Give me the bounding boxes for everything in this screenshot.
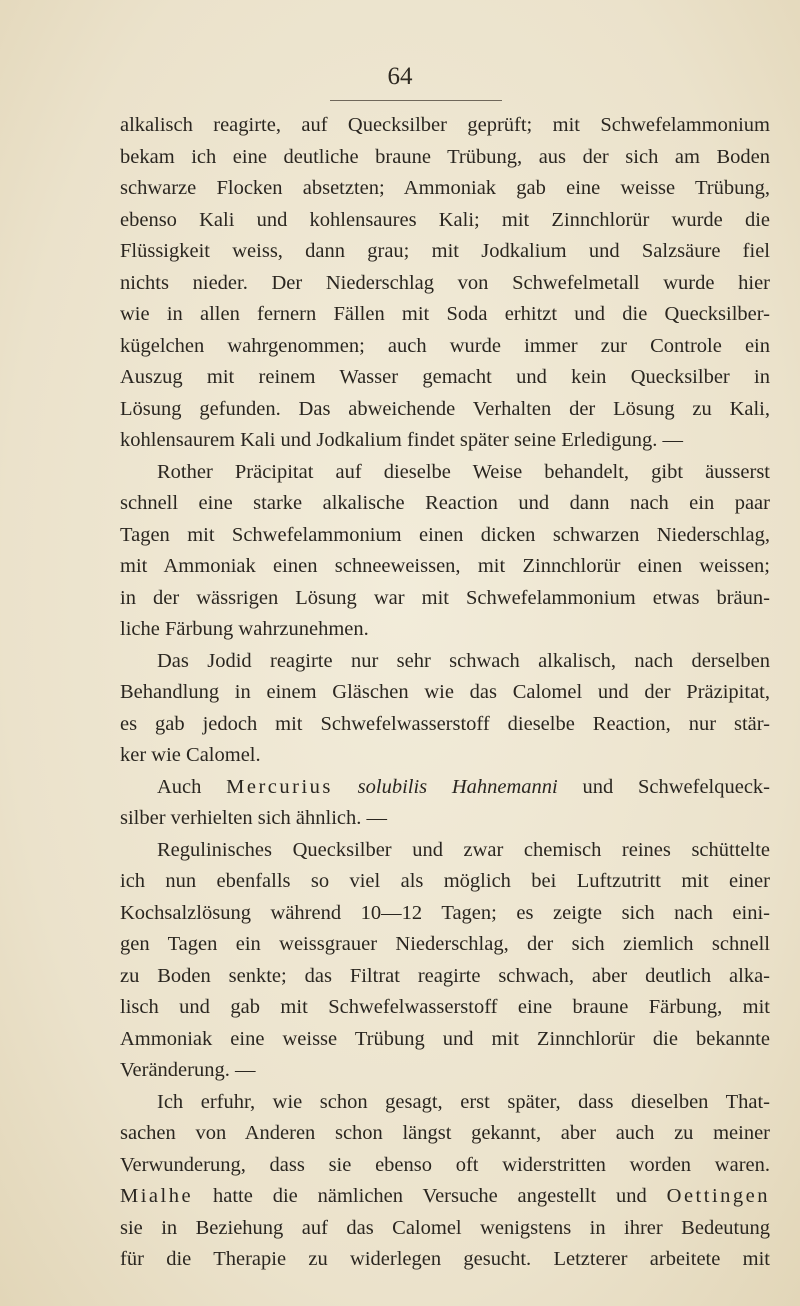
text-line [120, 1181, 770, 1213]
text-line: Auszug mit reinem Wasser gemacht und kein Quecksilber in [120, 366, 770, 388]
text-line: Verwunderung, dass sie ebenso oft widerstritten worden waren. [120, 1153, 770, 1176]
text-line: bekam ich eine deutliche braune Trübung, aus der sich am Boden [120, 145, 770, 168]
spaced-name-mercurius: Mercurius [226, 775, 333, 798]
text-run: und Schwefelqueck- [557, 775, 771, 798]
text-line: Veränderung. — [120, 1059, 256, 1081]
text-line: liche Färbung wahrzunehmen. [120, 618, 369, 640]
text-line: Ammoniak eine weisse Trübung und mit Zinnchlorür die bekannte [120, 1027, 770, 1050]
text-line: es gab jedoch mit Schwefelwasserstoff dieselbe Reaction, nur stär- [120, 712, 770, 735]
text-line: schnell eine starke alkalische Reaction und dann nach ein paar [120, 492, 770, 514]
text-run: hatte die nämlichen Versuche angestellt und [193, 1185, 667, 1207]
text-line: Behandlung in einem Gläschen wie das Calomel und der Präzipitat, [120, 681, 770, 703]
text-line: wie in allen fernern Fällen mit Soda erhitzt und die Quecksilber- [120, 303, 770, 325]
text-line: zu Boden senkte; das Filtrat reagirte schwach, aber deutlich alka- [120, 964, 770, 987]
paragraph-first-line: Rother Präcipitat auf dieselbe Weise behandelt, gibt äusserst [157, 460, 770, 483]
text-line: gen Tagen ein weissgrauer Niederschlag, der sich ziemlich schnell [120, 933, 770, 955]
text-line: ker wie Calomel. [120, 744, 261, 766]
text-line: sie in Beziehung auf das Calomel wenigstens in ihrer Bedeutung [120, 1216, 770, 1239]
spaced-name-oettingen: Oettingen [666, 1185, 770, 1207]
spaced-name-mialhe: Mialhe [120, 1185, 194, 1207]
text-line: in der wässrigen Lösung war mit Schwefelammonium etwas bräun- [120, 586, 770, 609]
text-line: Flüssigkeit weiss, dann grau; mit Jodkalium und Salzsäure fiel [120, 240, 770, 262]
text-line: alkalisch reagirte, auf Quecksilber geprüft; mit Schwefelammonium [120, 114, 770, 136]
text-line: mit Ammoniak einen schneeweissen, mit Zinnchlorür einen weissen; [120, 555, 770, 577]
paragraph-first-line: Das Jodid reagirte nur sehr schwach alkalisch, nach derselben [157, 649, 770, 672]
text-line: kügelchen wahrgenommen; auch wurde immer zur Controle ein [120, 334, 770, 357]
page-number: 64 [387, 63, 413, 90]
italic-term-solubilis-hahnemanni: solubilis Hahnemanni [357, 775, 558, 798]
text-line: silber verhielten sich ähnlich. — [120, 807, 387, 829]
text-line: sachen von Anderen schon längst gekannt, aber auch zu meiner [120, 1122, 770, 1144]
header-rule [330, 100, 502, 101]
text-line: ich nun ebenfalls so viel als möglich bei Luftzutritt mit einer [120, 870, 770, 892]
paragraph-first-line: Regulinisches Quecksilber und zwar chemisch reines schüttelte [157, 838, 770, 861]
text-line: für die Therapie zu widerlegen gesucht. Letzterer arbeitete mit [120, 1248, 770, 1270]
text-line: Tagen mit Schwefelammonium einen dicken schwarzen Niederschlag, [120, 523, 770, 546]
body-text [120, 110, 770, 1276]
text-run [333, 776, 358, 798]
text-line: schwarze Flocken absetzten; Ammoniak gab eine weisse Trübung, [120, 177, 770, 199]
text-line: nichts nieder. Der Niederschlag von Schwefelmetall wurde hier [120, 271, 770, 294]
text-line: Kochsalzlösung während 10—12 Tagen; es zeigte sich nach eini- [120, 901, 770, 924]
text-line: Lösung gefunden. Das abweichende Verhalten der Lösung zu Kali, [120, 397, 770, 420]
text-line: ebenso Kali und kohlensaures Kali; mit Zinnchlorür wurde die [120, 208, 770, 231]
paragraph-first-line [120, 772, 770, 804]
text-run: Auch [157, 775, 227, 798]
paragraph-first-line: Ich erfuhr, wie schon gesagt, erst später, dass dieselben That- [157, 1090, 770, 1113]
text-line: kohlensaurem Kali und Jodkalium findet später seine Erledigung. — [120, 429, 684, 451]
text-line: lisch und gab mit Schwefelwasserstoff eine braune Färbung, mit [120, 996, 770, 1018]
